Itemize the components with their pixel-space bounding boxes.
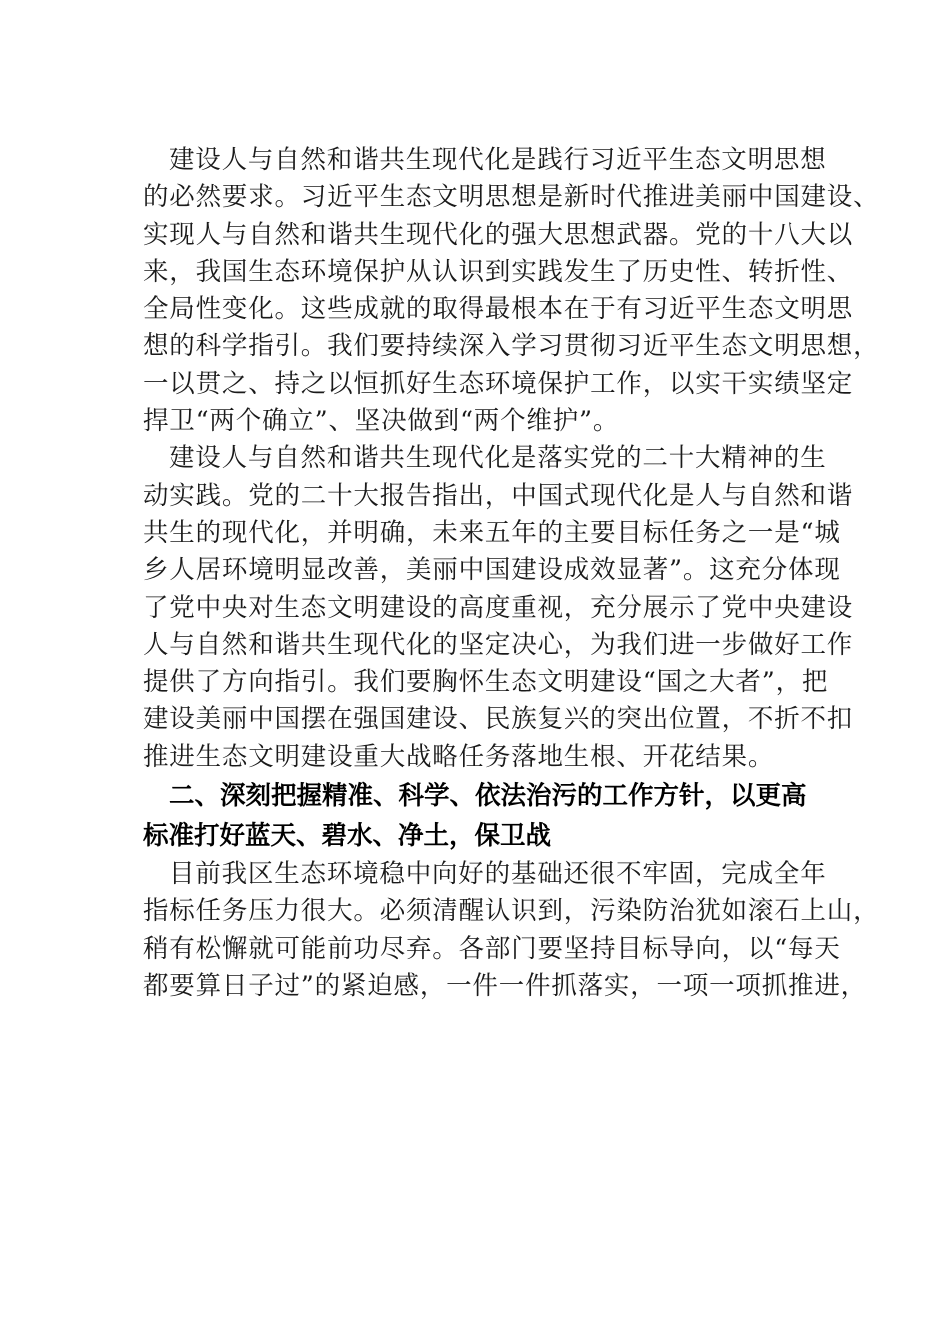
text-line: 捍卫“两个确立”、坚决做到“两个维护”。 xyxy=(143,406,620,437)
text-line: 都要算日子过”的紧迫感，一件一件抓落实，一项一项抓推进， xyxy=(143,970,867,1001)
text-line: 稍有松懈就可能前功尽弃。各部门要坚持目标导向，以“每天 xyxy=(143,933,841,964)
text-line: 的必然要求。习近平生态文明思想是新时代推进美丽中国建设、 xyxy=(143,182,880,213)
text-line: 建设人与自然和谐共生现代化是践行习近平生态文明思想 xyxy=(169,145,827,175)
paragraph-twentieth-congress xyxy=(143,440,854,776)
heading-line: 标准打好蓝天、碧水、净土，保卫战 xyxy=(143,821,552,852)
text-line: 目前我区生态环境稳中向好的基础还很不牢固，完成全年 xyxy=(169,859,827,890)
text-line: 实现人与自然和谐共生现代化的强大思想武器。党的十八大以 xyxy=(143,219,854,250)
paragraph-pollution-control xyxy=(143,856,880,1005)
text-line: 建设人与自然和谐共生现代化是落实党的二十大精神的生 xyxy=(169,443,827,474)
text-line: 来，我国生态环境保护从认识到实践发生了历史性、转折性、 xyxy=(143,256,854,287)
text-line: 指标任务压力很大。必须清醒认识到，污染防治犹如滚石上山， xyxy=(143,896,880,927)
heading-line: 二、深刻把握精准、科学、依法治污的工作方针，以更高 xyxy=(169,781,807,812)
text-line: 动实践。党的二十大报告指出，中国式现代化是人与自然和谐 xyxy=(143,480,854,511)
text-line: 共生的现代化，并明确，未来五年的主要目标任务之一是“城 xyxy=(143,517,841,548)
text-line: 了党中央对生态文明建设的高度重视，充分展示了党中央建设 xyxy=(143,592,854,623)
text-line: 全局性变化。这些成就的取得最根本在于有习近平生态文明思 xyxy=(143,294,854,325)
paragraph-ecological-civilization-thought xyxy=(143,142,880,440)
text-line: 想的科学指引。我们要持续深入学习贯彻习近平生态文明思想， xyxy=(143,331,880,362)
text-line: 人与自然和谐共生现代化的坚定决心，为我们进一步做好工作 xyxy=(143,629,854,660)
text-line: 推进生态文明建设重大战略任务落地生根、开花结果。 xyxy=(143,741,775,772)
document-page xyxy=(143,142,880,1005)
text-line: 提供了方向指引。我们要胸怀生态文明建设“国之大者”，把 xyxy=(143,667,829,698)
text-line: 一以贯之、持之以恒抓好生态环境保护工作，以实干实绩坚定 xyxy=(143,368,854,399)
text-line: 乡人居环境明显改善，美丽中国建设成效显著”。这充分体现 xyxy=(143,555,841,586)
text-line: 建设美丽中国摆在强国建设、民族复兴的突出位置，不折不扣 xyxy=(143,704,854,735)
section-heading-two xyxy=(143,776,833,856)
